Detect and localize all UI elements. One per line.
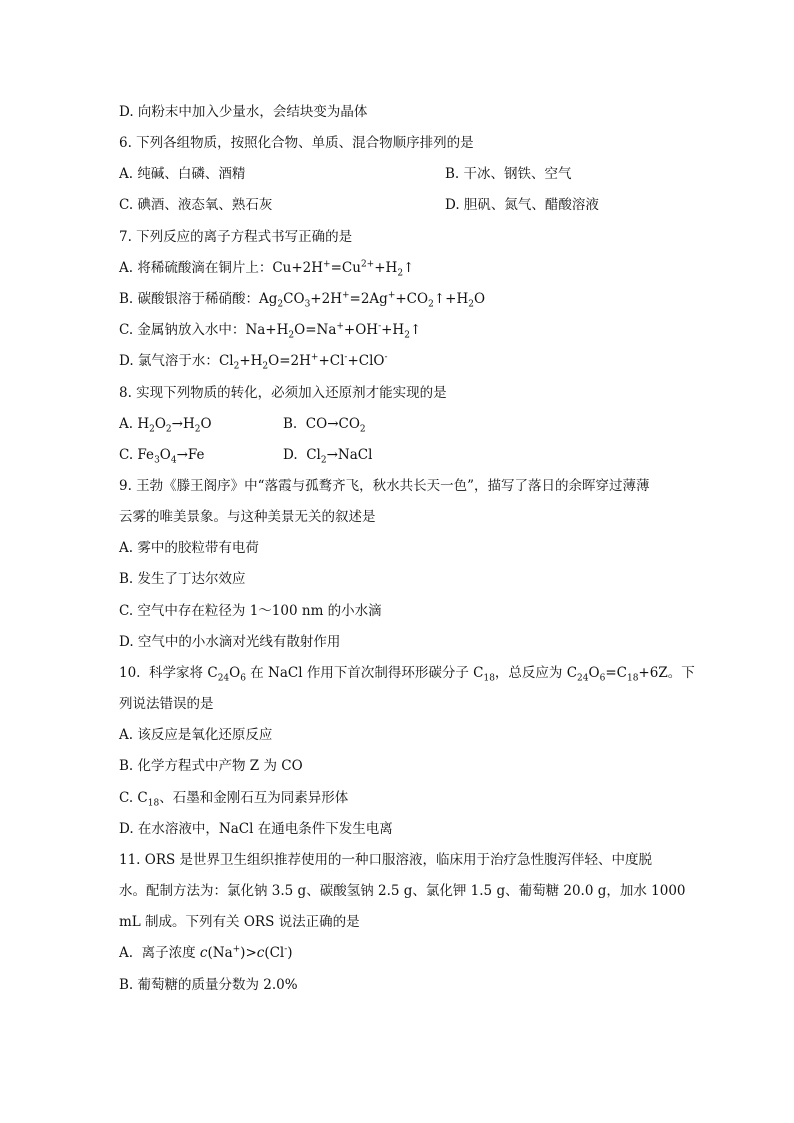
q7-option-b: [119, 290, 485, 308]
q5-option-d: D. 向粉末中加入少量水，会结块变为晶体: [119, 104, 368, 120]
q7-option-c-label: C. 金属钠放入水中：: [119, 322, 246, 338]
q10-option-b: B. 化学方程式中产物 Z 为 CO: [119, 758, 303, 774]
q8-option-d: D. $Cl_2\to NaCl$: [283, 447, 373, 466]
q6-option-d: D. 胆矾、氮气、醋酸溶液: [445, 197, 599, 213]
q6-stem: 6. 下列各组物质，按照化合物、单质、混合物顺序排列的是: [119, 135, 474, 151]
q8-option-a: A. $H_2O_2\to H_2O$: [119, 416, 212, 435]
q6-option-a: A. 纯碱、白磷、酒精: [119, 166, 246, 182]
q10-stem-line-1: 10. 科学家将 $C_{24}O_6$ 在 NaCl 作用下首次制得环形碳分子 $C_{18}$，总反应为 $C_{24}O_6=C_{18}+6Z$。下: [119, 665, 695, 684]
q11-stem-line-1: 11. ORS 是世界卫生组织推荐使用的一种口服溶液，临床用于治疗急性腹泻伴轻、中度脱: [119, 852, 653, 868]
q8-option-c: C. $Fe_3O_4\to Fe$: [119, 447, 205, 466]
q8-stem: 8. 实现下列物质的转化，必须加入还原剂才能实现的是: [119, 385, 447, 401]
q11-stem-line-2: 水。配制方法为：氯化钠 3.5 g、碳酸氢钠 2.5 g、氯化钾 1.5 g、葡萄糖 20.0 g，加水 1000: [119, 883, 686, 899]
q7-option-b-equation: $Ag_2CO_3+2H^+=2Ag^++CO_2↑+H_2O$: [259, 290, 486, 310]
q11-option-b: B. 葡萄糖的质量分数为 2.0%: [119, 977, 298, 993]
q9-stem-line-2: 云雾的唯美景象。与这种美景无关的叙述是: [119, 509, 376, 525]
q6-option-b: B. 干冰、钢铁、空气: [445, 166, 572, 182]
q9-stem-line-1: 9. 王勃《滕王阁序》中“落霞与孤鹜齐飞，秋水共长天一色”，描写了落日的余晖穿过薄薄: [119, 478, 650, 494]
q7-option-a: [119, 259, 414, 277]
q9-option-a: A. 雾中的胶粒带有电荷: [119, 540, 259, 556]
q7-option-c-equation: $Na+H_2O=Na^++OH^-+H_2↑$: [245, 321, 422, 341]
q10-option-a: A. 该反应是氧化还原反应: [119, 727, 273, 743]
q10-option-d: D. 在水溶液中，NaCl 在通电条件下发生电离: [119, 821, 393, 837]
q7-option-d: [119, 352, 388, 370]
q7-option-a-equation: $Cu+2H^+=Cu^{2+}+H_2↑$: [272, 259, 415, 279]
q9-option-d: D. 空气中的小水滴对光线有散射作用: [119, 634, 341, 650]
q7-option-a-label: A. 将稀硫酸滴在铜片上：: [119, 260, 273, 276]
q9-option-b: B. 发生了丁达尔效应: [119, 571, 246, 587]
q8-option-b: B. $CO\to CO_2$: [283, 416, 366, 435]
q7-option-b-label: B. 碳酸银溶于稀硝酸：: [119, 291, 260, 307]
q11-option-a: A. 离子浓度 c(Na+)>c(Cl-): [119, 944, 293, 961]
q7-option-d-equation: $Cl_2+H_2O=2H^++Cl^-+ClO^-$: [218, 352, 388, 372]
q9-option-c: C. 空气中存在粒径为 1～100 nm 的小水滴: [119, 603, 382, 619]
q11-stem-line-3: mL 制成。下列有关 ORS 说法正确的是: [119, 914, 360, 930]
q7-option-d-label: D. 氯气溶于水：: [119, 353, 219, 369]
q6-option-c: C. 碘酒、液态氧、熟石灰: [119, 197, 273, 213]
q10-option-c: C. $C_{18}$、石墨和金刚石互为同素异形体: [119, 790, 349, 809]
q10-stem-line-2: 列说法错误的是: [119, 696, 214, 712]
q7-option-c: [119, 321, 421, 339]
q7-stem: 7. 下列反应的离子方程式书写正确的是: [119, 229, 353, 245]
